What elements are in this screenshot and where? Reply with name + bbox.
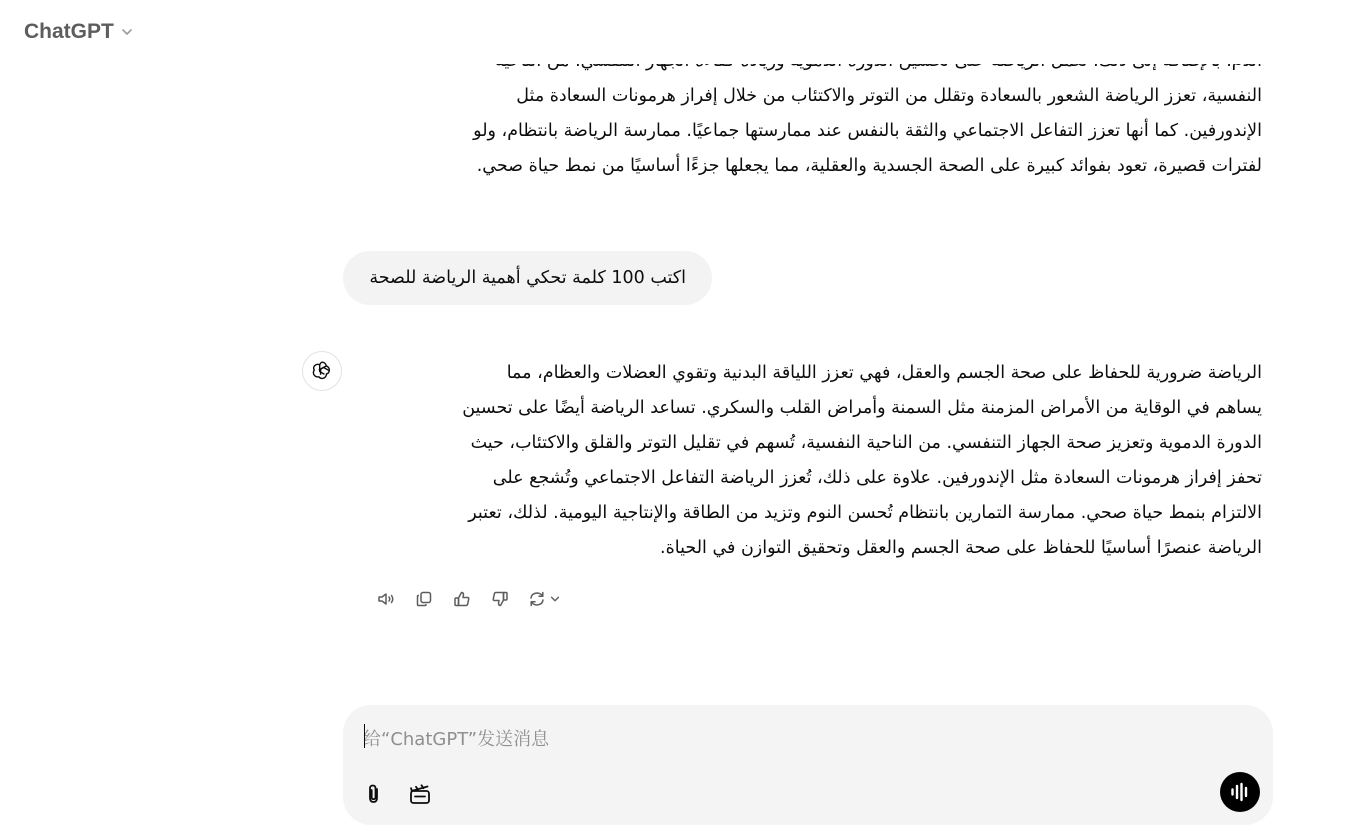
attach-button[interactable] [357, 777, 391, 811]
chevron-down-icon [120, 25, 134, 39]
assistant-avatar [302, 351, 342, 391]
thumbs-up-icon [452, 589, 472, 609]
message-line: تحفز إفراز هرمونات السعادة مثل الإندورفين. علاوة على ذلك، تُعزز الرياضة التفاعل الاجتماعي وتُشجع على [492, 468, 1262, 488]
chevron-down-icon [549, 593, 561, 605]
speaker-icon [376, 589, 396, 609]
regenerate-button[interactable] [520, 584, 568, 614]
user-message-text: اكتب 100 كلمة تحكي أهمية الرياضة للصحة [369, 268, 686, 288]
waveform-icon [1228, 780, 1252, 804]
message-line: لفترات قصيرة، تعود بفوائد كبيرة على الصحة الجسدية والعقلية، مما يجعلها جزءًا أساسيًا من نمط حياة صحي. [476, 156, 1262, 176]
message-composer [343, 705, 1273, 825]
assistant-message [360, 356, 1262, 566]
thumbs-up-button[interactable] [444, 584, 480, 614]
message-line: النفسية، تعزز الرياضة الشعور بالسعادة وتقلل من التوتر والاكتئاب من خلال إفراز هرمونات السعادة مثل [516, 86, 1262, 106]
model-switcher[interactable] [14, 12, 144, 52]
message-actions [368, 584, 568, 614]
tools-button[interactable] [403, 777, 437, 811]
user-message-bubble [343, 251, 712, 305]
message-input[interactable] [363, 719, 1223, 759]
copy-button[interactable] [406, 584, 442, 614]
copy-icon [414, 589, 434, 609]
thumbs-down-icon [490, 589, 510, 609]
message-line: الرياضة عنصرًا أساسيًا للحفاظ على صحة الجسم والعقل وتحقيق التوازن في الحياة. [660, 538, 1262, 558]
text-caret [364, 724, 365, 748]
clapperboard-icon [407, 781, 433, 807]
previous-assistant-message [360, 44, 1262, 184]
message-line: الإندورفين. كما أنها تعزز التفاعل الاجتماعي والثقة بالنفس عند ممارستها جماعيًا. ممارسة الرياضة بانتظام، ولو [473, 121, 1262, 141]
top-bar [0, 0, 1368, 64]
message-line: الالتزام بنمط حياة صحي. ممارسة التمارين بانتظام تُحسن النوم وتزيد من الطاقة والإنتاجية اليومية. لذلك، تعتبر [468, 503, 1262, 523]
openai-logo-icon [310, 359, 334, 383]
model-name: ChatGPT [24, 20, 114, 43]
message-line: الدورة الدموية وتعزيز صحة الجهاز التنفسي. من الناحية النفسية، تُسهم في تقليل التوتر والقلق والاكتئاب، حيث [470, 433, 1262, 453]
message-line: يساهم في الوقاية من الأمراض المزمنة مثل السمنة وأمراض القلب والسكري. تساعد الرياضة أيضًا على تحسين [462, 398, 1262, 418]
paperclip-icon [361, 781, 387, 807]
voice-mode-button[interactable] [1220, 772, 1260, 812]
regenerate-icon [527, 589, 547, 609]
thumbs-down-button[interactable] [482, 584, 518, 614]
read-aloud-button[interactable] [368, 584, 404, 614]
message-line: الرياضة ضرورية للحفاظ على صحة الجسم والعقل، فهي تعزز اللياقة البدنية وتقوي العضلات والعظام، مما [506, 363, 1262, 383]
